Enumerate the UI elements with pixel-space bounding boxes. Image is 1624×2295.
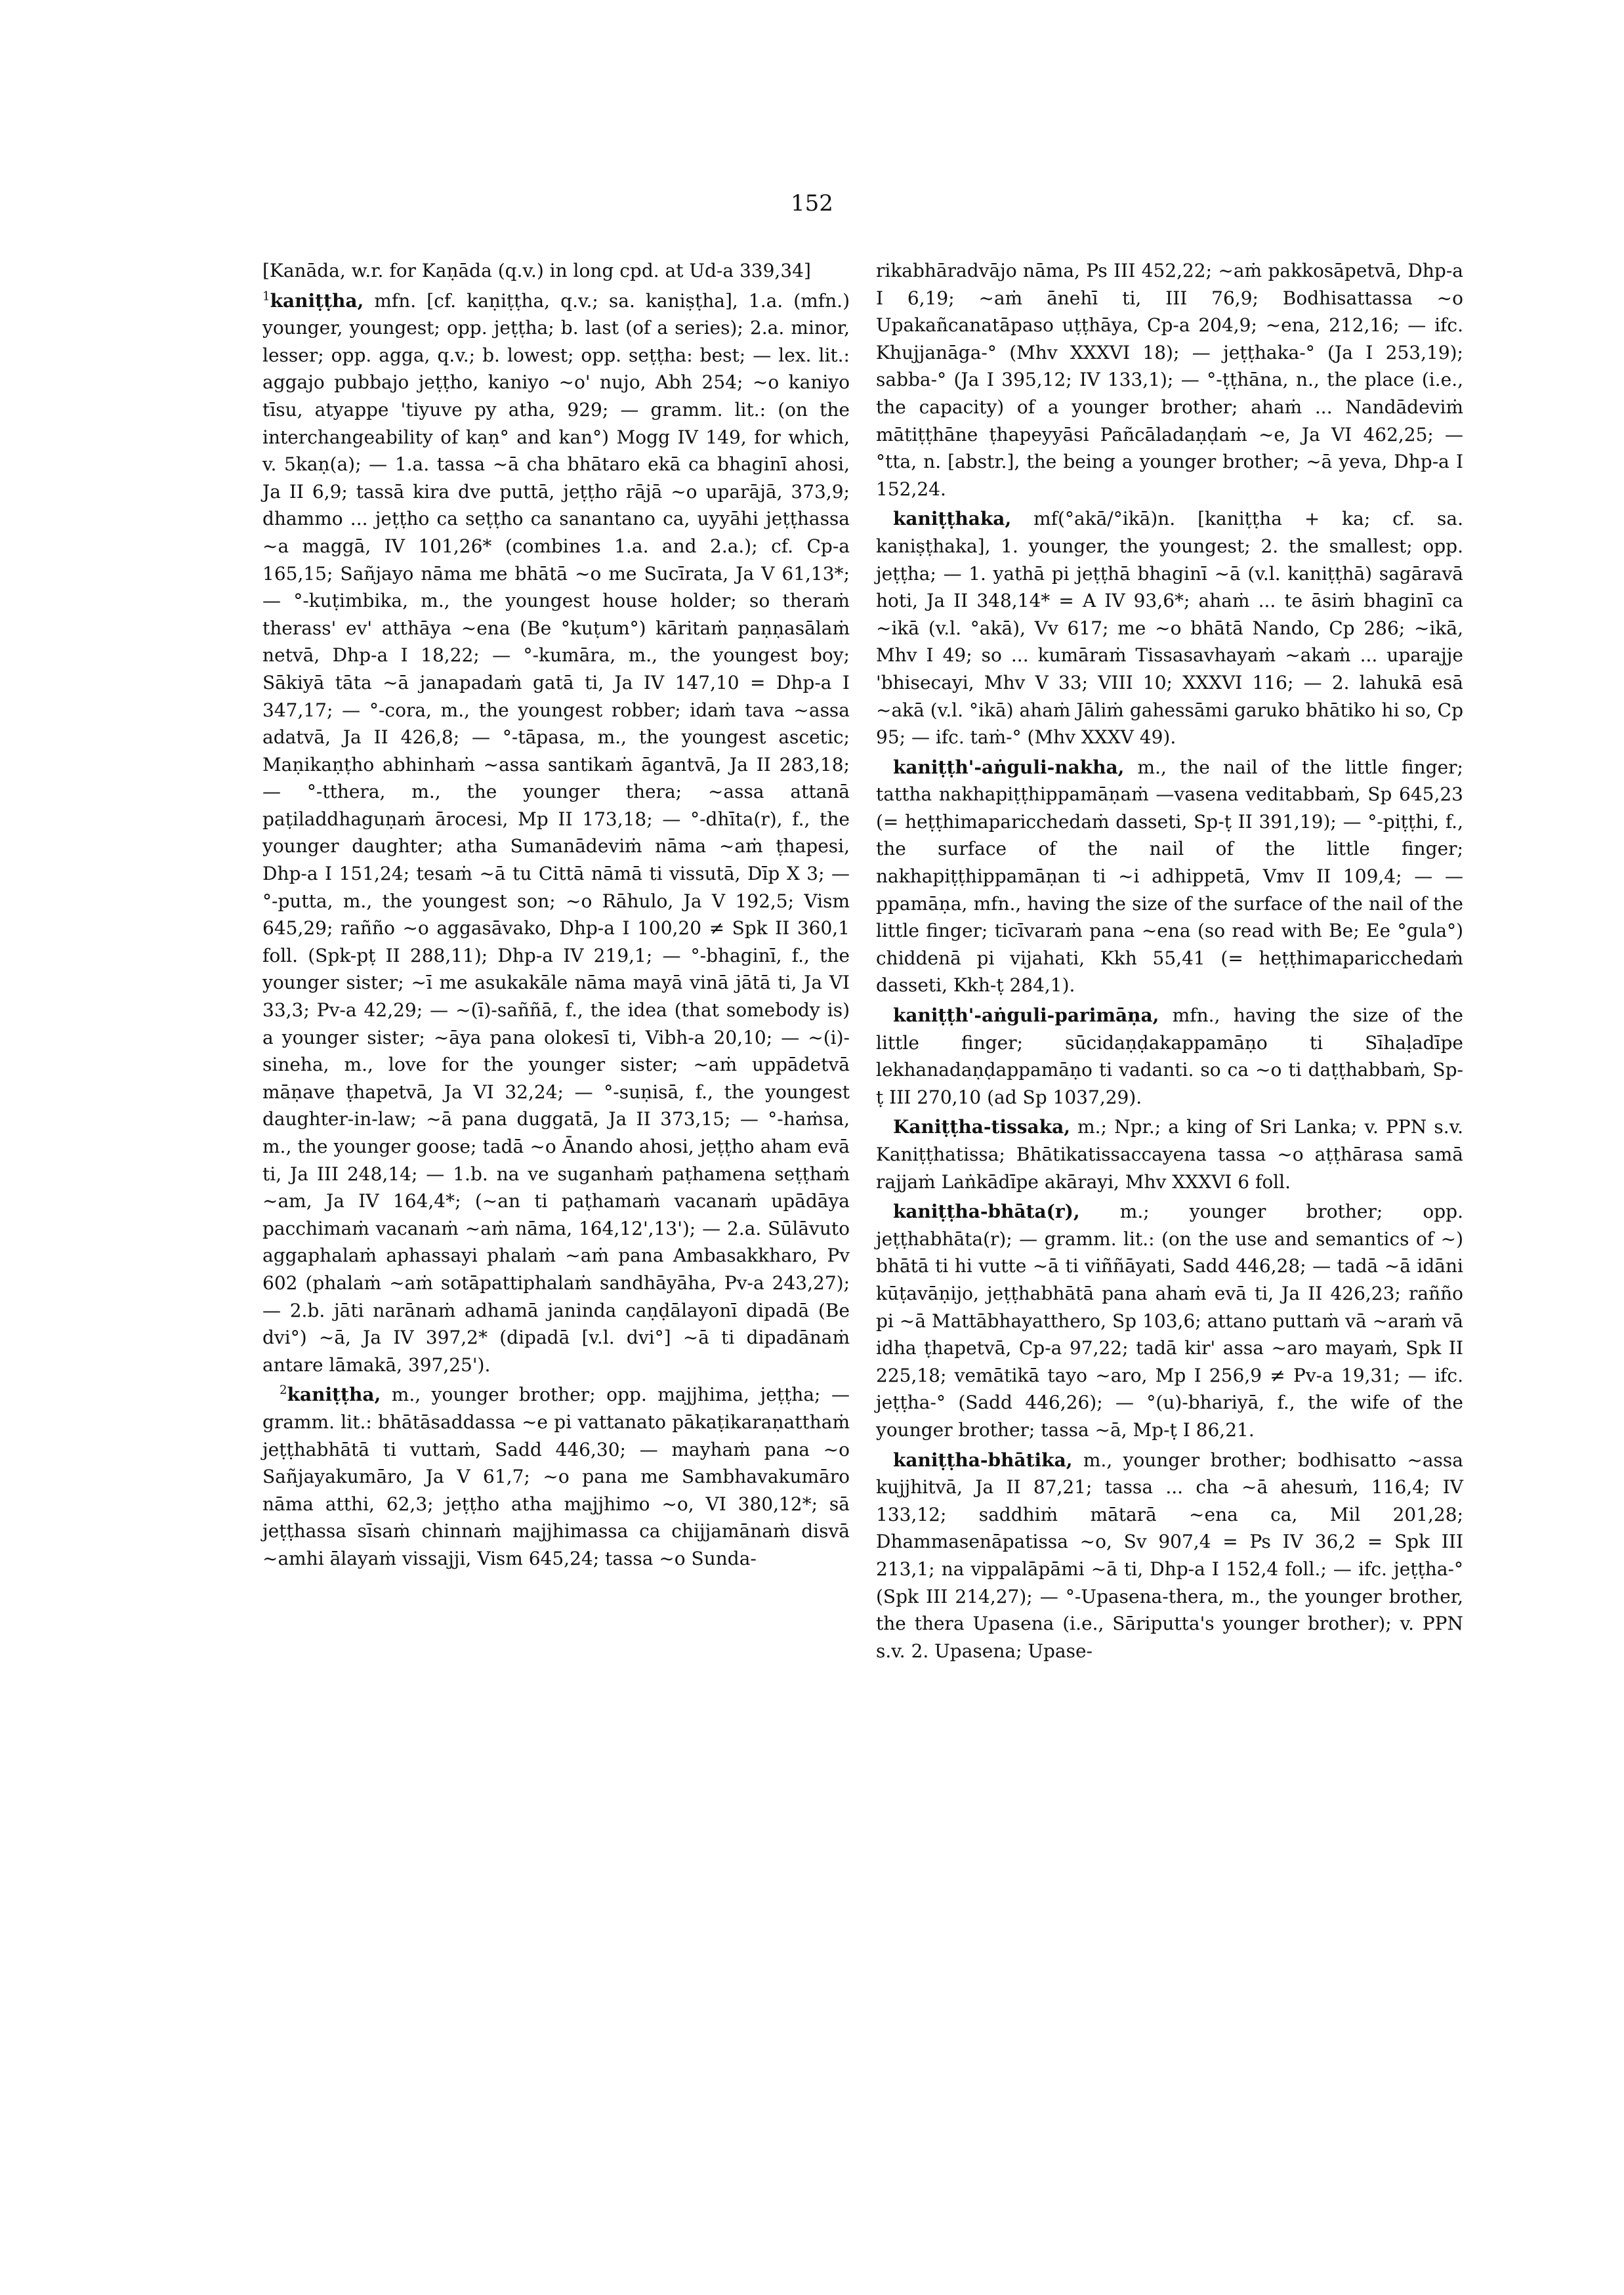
entry-text: [Kanāda, w.r. for Kaṇāda (q.v.) in long cpd. at Ud-a 339,34] — [262, 260, 811, 281]
dictionary-entry — [876, 754, 1463, 999]
homonym-number: 1 — [262, 289, 270, 304]
entry-text: m.; younger brother; opp. jeṭṭhabhāta(r); — gramm. lit.: (on the use and semantics of ~) bhātā ti hi vutte ~ā ti viññāyati, Sadd 446,28; — tadā ~ā idāni kūṭavāṇijo, jeṭṭhabhātā pana ahaṁ evā ti, Ja II 426,23; rañño pi ~ā Mattābhayatthero, Sp 103,6; attano puttaṁ vā ~araṁ vā idha ṭhapetvā, Cp-a 97,22; tadā kir' assa ~aro mayaṁ, Spk II 225,18; vemātikā tayo ~aro, Mp I 256,9 ≠ Pv-a 19,31; — ifc. jeṭṭha-° (Sadd 446,26); — °(u)-bhariyā, f., the wife of the younger brother; tassa ~ā, Mp-ṭ I 86,21. — [876, 1201, 1463, 1441]
headword: kaniṭṭha-bhāta(r), — [893, 1201, 1080, 1223]
headword: kaniṭṭha, — [270, 289, 364, 312]
dictionary-entry — [876, 505, 1463, 751]
dictionary-entry — [876, 257, 1463, 503]
dictionary-entry — [262, 287, 850, 1379]
dictionary-entry — [876, 1447, 1463, 1665]
entry-text: mf(°akā/°ikā)n. [kaniṭṭha + ka; cf. sa. kaniṣṭhaka], 1. younger, the youngest; 2. the smallest; opp. jeṭṭha; — 1. yathā pi jeṭṭhā bhaginī ~ā (v.l. kaniṭṭhā) sagāravā hoti, Ja II 348,14* = A IV 93,6*; ahaṁ ... te āsiṁ bhaginī ca ~ikā (v.l. °akā), Vv 617; me ~o bhātā Nando, Cp 286; ~ikā, Mhv I 49; so ... kumāraṁ Tissasavhayaṁ ~akaṁ ... uparajje 'bhisecayi, Mhv V 33; VIII 10; XXXVI 116; — 2. lahukā esā ~akā (v.l. °ikā) ahaṁ Jāliṁ gahessāmi garuko bhātiko hi so, Cp 95; — ifc. taṁ-° (Mhv XXXV 49). — [876, 508, 1463, 749]
homonym-number: 2 — [280, 1384, 287, 1398]
entry-text: mfn. [cf. kaṇiṭṭha, q.v.; sa. kaniṣṭha], 1.a. (mfn.) younger, youngest; opp. jeṭṭha; b. last (of a series); 2.a. minor, lesser; opp. agga, q.v.; b. lowest; opp. seṭṭha: best; — lex. lit.: aggajo pubbajo jeṭṭho, kaniyo ~o' nujo, Abh 254; ~o kaniyo tīsu, atyappe 'tiyuve py atha, 929; — gramm. lit.: (on the interchangeability of kaṇ° and kan°) Mogg IV 149, for which, v. 5kaṇ(a); — 1.a. tassa ~ā cha bhātaro ekā ca bhaginī ahosi, Ja II 6,9; tassā kira dve puttā, jeṭṭho rājā ~o uparājā, 373,9; dhammo ... jeṭṭho ca seṭṭho ca sanantano ca, uyyāhi jeṭṭhassa ~a maggā, IV 101,26* (combines 1.a. and 2.a.); cf. Cp-a 165,15; Sañjayo nāma me bhātā ~o me Sucīrata, Ja V 61,13*; — °-kuṭimbika, m., the youngest house holder; so theraṁ therass' ev' atthāya ~ena (Be °kuṭum°) kāritaṁ paṇṇasālaṁ netvā, Dhp-a I 18,22; — °-kumāra, m., the youngest boy; Sākiyā tāta ~ā janapadaṁ gatā ti, Ja IV 147,10 = Dhp-a I 347,17; — °-cora, m., the youngest robber; idaṁ tava ~assa adatvā, Ja II 426,8; — °-tāpasa, m., the youngest ascetic; Maṇikaṇṭho abhinhaṁ ~assa santikaṁ āgantvā, Ja II 283,18; — °-tthera, m., the younger thera; ~assa attanā paṭiladdhaguṇaṁ ārocesi, Mp II 173,18; — °-dhīta(r), f., the younger daughter; atha Sumanādeviṁ nāma ~aṁ ṭhapesi, Dhp-a I 151,24; tesaṁ ~ā tu Cittā nāmā ti vissutā, Dīp X 3; — °-putta, m., the youngest son; ~o Rāhulo, Ja V 192,5; Vism 645,29; rañño ~o aggasāvako, Dhp-a I 100,20 ≠ Spk II 360,1 foll. (Spk-pṭ II 288,11); Dhp-a IV 219,1; — °-bhaginī, f., the younger sister; ~ī me asukakāle nāma mayā vinā jātā ti, Ja VI 33,3; Pv-a 42,29; — ~(ī)-saññā, f., the idea (that somebody is) a younger sister; ~āya pana olokesī ti, Vibh-a 20,10; — ~(i)-sineha, m., love for the younger sister; ~aṁ uppādetvā māṇave ṭhapetvā, Ja VI 32,24; — °-suṇisā, f., the youngest daughter-in-law; ~ā pana duggatā, Ja II 373,15; — °-haṁsa, m., the younger goose; tadā ~o Ānando ahosi, jeṭṭho aham evā ti, Ja III 248,14; — 1.b. na ve suganhaṁ paṭhamena seṭṭhaṁ ~am, Ja IV 164,4*; (~an ti paṭhamaṁ vacanaṁ upādāya pacchimaṁ vacanaṁ ~aṁ nāma, 164,12',13'); — 2.a. Sūlāvuto aggaphalaṁ aphassayi phalaṁ ~aṁ pana Ambasakkharo, Pv 602 (phalaṁ ~aṁ sotāpattiphalaṁ sandhāyāha, Pv-a 243,27); — 2.b. jāti narānaṁ adhamā janinda caṇḍālayonī dipadā (Be dvi°) ~ā, Ja IV 397,2* (dipadā [v.l. dvi°] ~ā ti dipadānaṁ antare lāmakā, 397,25'). — [262, 289, 850, 1376]
entry-text: rikabhāradvājo nāma, Ps III 452,22; ~aṁ pakkosāpetvā, Dhp-a I 6,19; ~aṁ ānehī ti, III 76,9; Bodhisattassa ~o Upakañcanatāpaso uṭṭhāya, Cp-a 204,9; ~ena, 212,16; — ifc. Khujjanāga-° (Mhv XXXVI 18); — jeṭṭhaka-° (Ja I 253,19); sabba-° (Ja I 395,12; IV 133,1); — °-ṭṭhāna, n., the place (i.e., the capacity) of a younger brother; ahaṁ ... Nandādeviṁ mātiṭṭhāne ṭhapeyyāsi Pañcāladaṇḍaṁ ~e, Ja VI 462,25; — °tta, n. [abstr.], the being a younger brother; ~ā yeva, Dhp-a I 152,24. — [876, 260, 1463, 500]
headword: kaniṭṭh'-aṅguli-nakha, — [893, 756, 1125, 778]
headword: kaniṭṭha, — [287, 1384, 381, 1406]
right-column — [876, 257, 1463, 1667]
dictionary-entry — [262, 257, 850, 285]
entry-text: m.; Npr.; a king of Sri Lanka; v. PPN s.v. Kaniṭṭhatissa; Bhātikatissaccayena tassa ~o aṭṭhārasa samā rajjaṁ Laṅkādīpe akārayi, Mhv XXXVI 6 foll. — [876, 1116, 1463, 1193]
headword: kaniṭṭhaka, — [893, 508, 1012, 530]
headword: kaniṭṭh'-aṅguli-parimāṇa, — [893, 1004, 1159, 1027]
headword: kaniṭṭha-bhātika, — [893, 1449, 1073, 1471]
page-number: 152 — [791, 190, 833, 217]
entry-text: m., the nail of the little finger; tattha nakhapiṭṭhippamāṇaṁ —vasena veditabbaṁ, Sp 645,23 (= heṭṭhimaparicchedaṁ dasseti, Sp-ṭ II 391,19); — °-piṭṭhi, f., the surface of the nail of the little finger; nakhapiṭṭhippamāṇan ti ~i adhippetā, Vmv II 109,4; — —ppamāṇa, mfn., having the size of the surface of the nail of the little finger; ticīvaraṁ pana ~ena (so read with Be; Ee °gula°) chiddenā pi vijahati, Kkh 55,41 (= heṭṭhimaparicchedaṁ dasseti, Kkh-ṭ 284,1). — [876, 756, 1463, 997]
dictionary-entry — [876, 1002, 1463, 1111]
dictionary-entry — [876, 1113, 1463, 1195]
entry-text: m., younger brother; bodhisatto ~assa kujjhitvā, Ja II 87,21; tassa ... cha ~ā ahesuṁ, 116,4; IV 133,12; saddhiṁ mātarā ~ena ca, Mil 201,28; Dhammasenāpatissa ~o, Sv 907,4 = Ps IV 36,2 = Spk III 213,1; na vippalāpāmi ~ā ti, Dhp-a I 152,4 foll.; — ifc. jeṭṭha-° (Spk III 214,27); — °-Upasena-thera, m., the younger brother, the thera Upasena (i.e., Sāriputta's younger brother); v. PPN s.v. 2. Upasena; Upase- — [876, 1449, 1463, 1662]
entry-text: mfn., having the size of the little finger; sūcidaṇḍakappamāṇo ti Sīhaḷadīpe lekhanadaṇḍappamāṇo ti vadanti. so ca ~o ti daṭṭhabbaṁ, Sp-ṭ III 270,10 (ad Sp 1037,29). — [876, 1004, 1463, 1108]
dictionary-entry — [876, 1198, 1463, 1443]
entry-text: m., younger brother; opp. majjhima, jeṭṭha; — gramm. lit.: bhātāsaddassa ~e pi vattanato pākaṭikaraṇatthaṁ jeṭṭhabhātā ti vuttaṁ, Sadd 446,30; — mayhaṁ pana ~o Sañjayakumāro, Ja V 61,7; ~o pana me Sambhavakumāro nāma atthi, 62,3; jeṭṭho atha majjhimo ~o, VI 380,12*; sā jeṭṭhassa sīsaṁ chinnaṁ majjhimassa ca chijjamānaṁ disvā ~amhi ālayaṁ vissajji, Vism 645,24; tassa ~o Sunda- — [262, 1384, 850, 1569]
headword: Kaniṭṭha-tissaka, — [893, 1116, 1070, 1138]
left-column — [262, 257, 850, 1575]
dictionary-entry — [262, 1381, 850, 1572]
